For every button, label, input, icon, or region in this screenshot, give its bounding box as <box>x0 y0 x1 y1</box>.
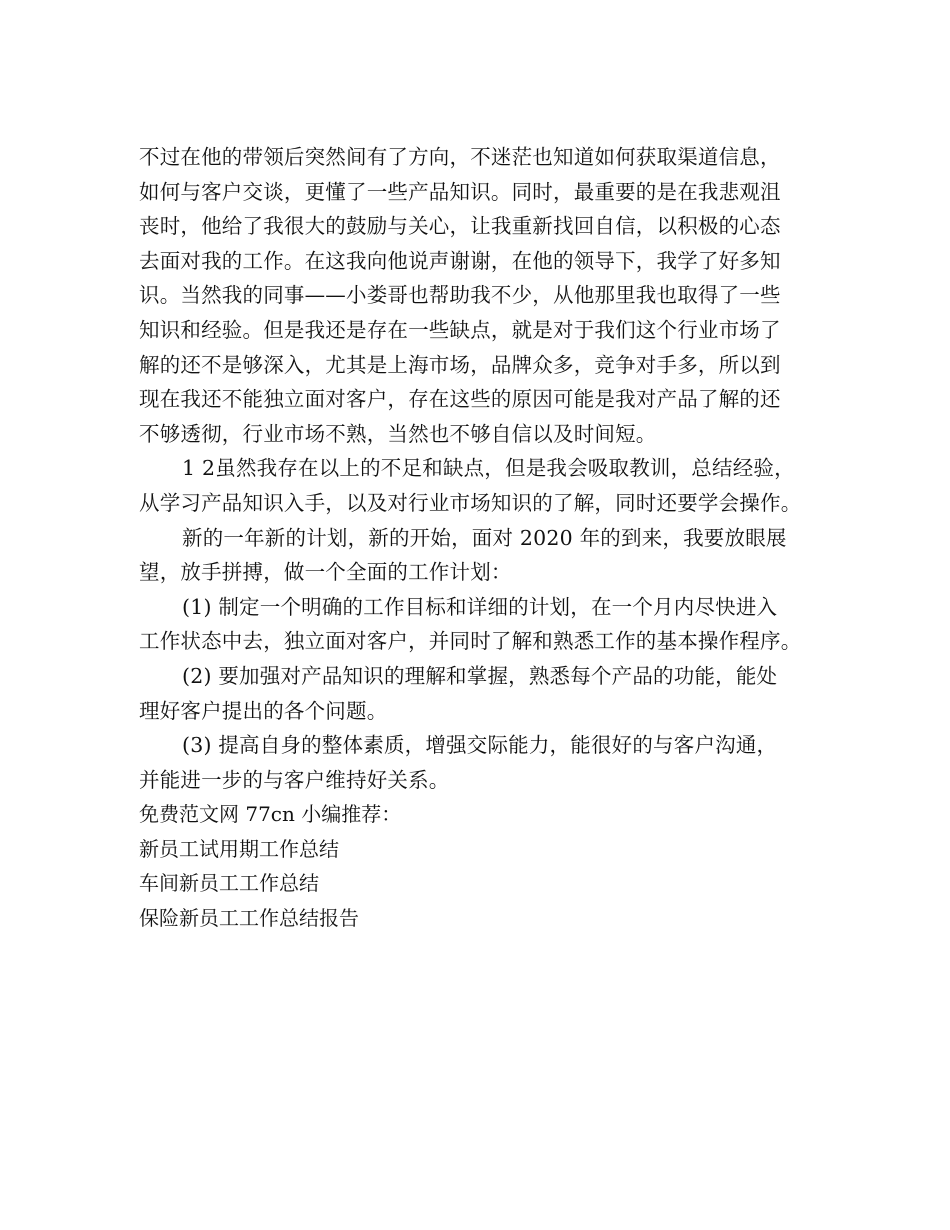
plan-item <box>139 590 819 659</box>
paragraph <box>139 451 819 520</box>
text-line: 丧时，他给了我很大的鼓励与关心，让我重新找回自信，以积极的心态 <box>139 214 781 239</box>
paragraph <box>139 140 819 451</box>
text-line: 从学习产品知识入手，以及对行业市场知识的了解，同时还要学会操作。 <box>139 490 802 515</box>
recommend-section <box>139 797 819 935</box>
text-line: 新的一年新的计划，新的开始，面对 2020 年的到来，我要放眼展 <box>182 525 787 550</box>
text-line: 工作状态中去，独立面对客户，并同时了解和熟悉工作的基本操作程序。 <box>139 629 802 654</box>
recommend-link[interactable]: 车间新员工工作总结 <box>139 871 319 896</box>
plan-item <box>139 728 819 797</box>
plan-item <box>139 659 819 728</box>
text-line: 知识和经验。但是我还是存在一些缺点，就是对于我们这个行业市场了 <box>139 317 781 342</box>
document-body <box>139 140 819 935</box>
text-line: 不够透彻，行业市场不熟，当然也不够自信以及时间短。 <box>139 421 657 446</box>
text-line: 1 2虽然我存在以上的不足和缺点，但是我会吸取教训，总结经验， <box>182 456 795 481</box>
text-line: 如何与客户交谈，更懂了一些产品知识。同时，最重要的是在我悲观沮 <box>139 179 781 204</box>
text-line: 并能进一步的与客户维持好关系。 <box>139 767 450 792</box>
text-line: 现在我还不能独立面对客户，存在这些的原因可能是我对产品了解的还 <box>139 387 781 412</box>
paragraph <box>139 521 819 590</box>
text-line: (1) 制定一个明确的工作目标和详细的计划，在一个月内尽快进入 <box>182 594 778 619</box>
text-line: 望，放手拼搏，做一个全面的工作计划： <box>139 560 512 585</box>
text-line: 识。当然我的同事——小娄哥也帮助我不少，从他那里我也取得了一些 <box>139 283 781 308</box>
text-line: 解的还不是够深入，尤其是上海市场，品牌众多，竞争对手多，所以到 <box>139 352 781 377</box>
text-line: 去面对我的工作。在这我向他说声谢谢，在他的领导下，我学了好多知 <box>139 248 781 273</box>
text-line: (3) 提高自身的整体素质，增强交际能力，能很好的与客户沟通， <box>182 733 778 758</box>
recommend-link[interactable]: 新员工试用期工作总结 <box>139 836 339 861</box>
recommend-link[interactable]: 保险新员工工作总结报告 <box>139 905 359 930</box>
text-line: 理好客户提出的各个问题。 <box>139 698 388 723</box>
text-line: (2) 要加强对产品知识的理解和掌握，熟悉每个产品的功能，能处 <box>182 663 778 688</box>
text-line: 不过在他的带领后突然间有了方向，不迷茫也知道如何获取渠道信息， <box>139 145 781 169</box>
recommend-heading: 免费范文网 77cn 小编推荐： <box>139 802 402 827</box>
